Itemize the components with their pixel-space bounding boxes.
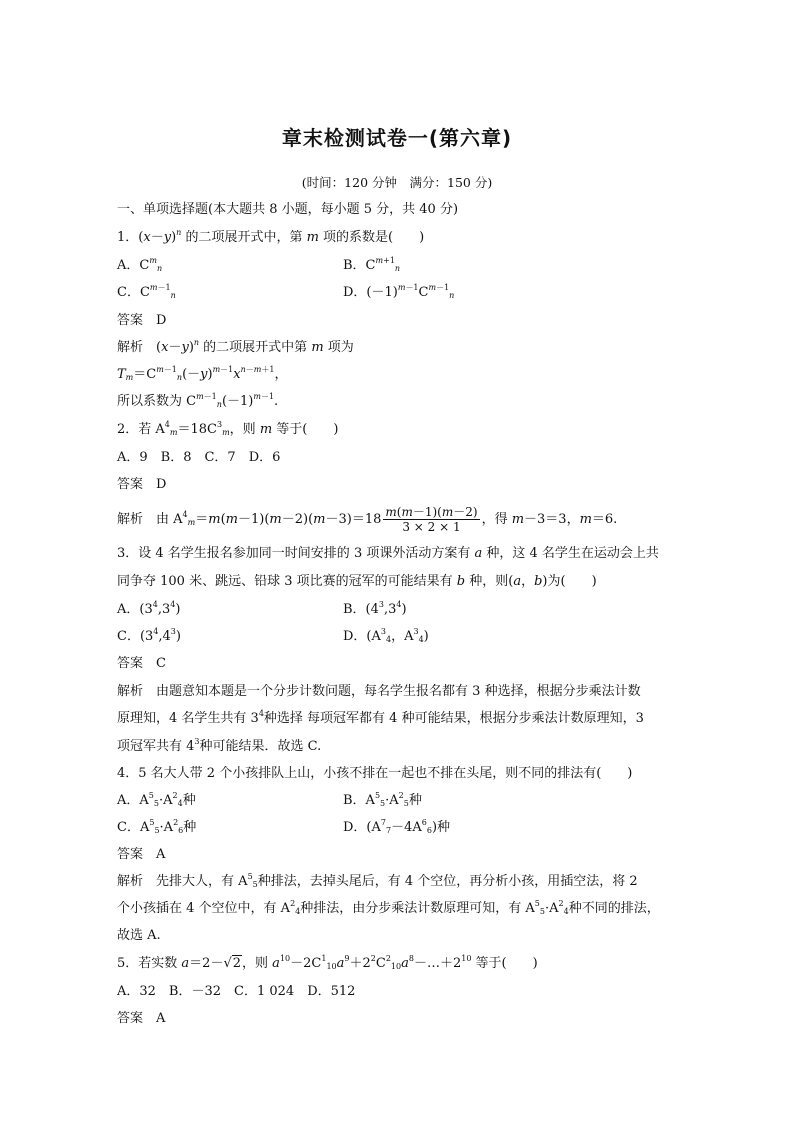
page-title: 章末检测试卷一(第六章) <box>281 126 513 150</box>
q3-analysis-3: 项冠军共有 $4^3$种可能结果．故选 C. <box>117 737 322 754</box>
q1-option-b: B．$C^{m+1}_n$ <box>343 256 401 273</box>
question-2: 2．若 $A^4_m=18C^3_m$，则 m 等于( ) <box>117 420 339 437</box>
section-heading: 一、单项选择题(本大题共 8 小题，每小题 5 分，共 40 分) <box>117 202 459 217</box>
q4-option-a: A．$A^5_5\cdot A^2_4$种 <box>117 791 196 808</box>
q3-analysis-1: 解析 由题意知本题是一个分步计数问题，每名学生报名都有 3 种选择，根据分步乘法计数 <box>117 684 641 699</box>
q3-answer: 答案 C <box>117 656 166 671</box>
q3-analysis-2: 原理知，4 名学生共有 $3^4$种选择 每项冠军都有 4 种可能结果，根据分步乘法计数原理知，3 <box>117 709 644 726</box>
q4-option-c: C．$A^5_5\cdot A^2_6$种 <box>117 818 197 835</box>
question-1: 1．$(x-y)^n$ 的二项展开式中，第 m 项的系数是( ) <box>117 228 425 245</box>
fraction: $\frac{m(m-1)(m-2)}{3 \times 2 \times 1}$ <box>385 505 478 534</box>
question-5: 5．若实数 a＝2－√2，则 $a^{10}-2C^1_{10}a^9+2^2C^2_{10}a^8-\dots+2^{10}$ 等于( ) <box>117 954 538 971</box>
q1-analysis-1: 解析 $(x-y)^n$ 的二项展开式中第 m 项为 <box>117 338 354 355</box>
exam-info: (时间：120 分钟 满分：150 分) <box>301 175 493 190</box>
question-4: 4．5 名大人带 2 个小孩排队上山，小孩不排在一起也不排在头尾，则不同的排法有( ) <box>117 766 633 781</box>
question-3-line-2: 同争夺 100 米、跳远、铅球 3 项比赛的冠军的可能结果有 b 种，则(a，b)为( ) <box>117 574 597 589</box>
q1-answer: 答案 D <box>117 313 167 328</box>
q3-option-b: B．$(4^3,3^4)$ <box>343 600 407 617</box>
q2-analysis: 解析 由 $A^4_m=m(m-1)(m-2)(m-3)=18$ $\frac{m(m-1)(m-2)}{3 \times 2 \times 1}$ ，得 m－3＝3，m＝6. <box>117 505 618 534</box>
q4-analysis-1: 解析 先排大人，有 $A^5_5$种排法，去掉头尾后，有 4 个空位，再分析小孩，用插空法，将 2 <box>117 872 638 889</box>
q2-answer: 答案 D <box>117 477 167 492</box>
q4-option-b: B．$A^5_5\cdot A^2_5$种 <box>343 791 422 808</box>
q4-option-d: D．$(A^7_7-4A^6_6)$种 <box>343 818 451 835</box>
q4-analysis-3: 故选 A. <box>117 928 161 943</box>
q3-option-a: A．$(3^4,3^4)$ <box>117 600 181 617</box>
q5-options: A．32 B．－32 C．1 024 D．512 <box>117 984 356 999</box>
q3-option-d: D．($A^3_4$，$A^3_4$) <box>343 627 429 644</box>
q1-analysis-3: 所以系数为 $C^{m-1}_n(-1)^{m-1}$. <box>117 392 279 409</box>
q1-option-a: A．$C^m_n$ <box>117 256 163 273</box>
q5-answer: 答案 A <box>117 1011 166 1026</box>
question-3-line-1: 3．设 4 名学生报名参加同一时间安排的 3 项课外活动方案有 a 种，这 4 名学生在运动会上共 <box>117 546 659 561</box>
q1-option-c: C．$C^{m-1}_n$ <box>117 283 176 300</box>
q4-analysis-2: 个小孩插在 4 个空位中，有 $A^2_4$种排法，由分步乘法计数原理可知，有 $A^5_5\cdot A^2_4$种不同的排法， <box>117 899 660 916</box>
q1-analysis-2: $T_m=C^{m-1}_n(-y)^{m-1}x^{n-m+1}$， <box>117 365 288 382</box>
q3-option-c: C．$(3^4,4^3)$ <box>117 627 181 644</box>
q4-answer: 答案 A <box>117 847 166 862</box>
q2-options: A．9 B．8 C．7 D．6 <box>117 450 281 465</box>
q1-option-d: D．$(-1)^{m-1}C^{m-1}_n$ <box>343 283 455 300</box>
